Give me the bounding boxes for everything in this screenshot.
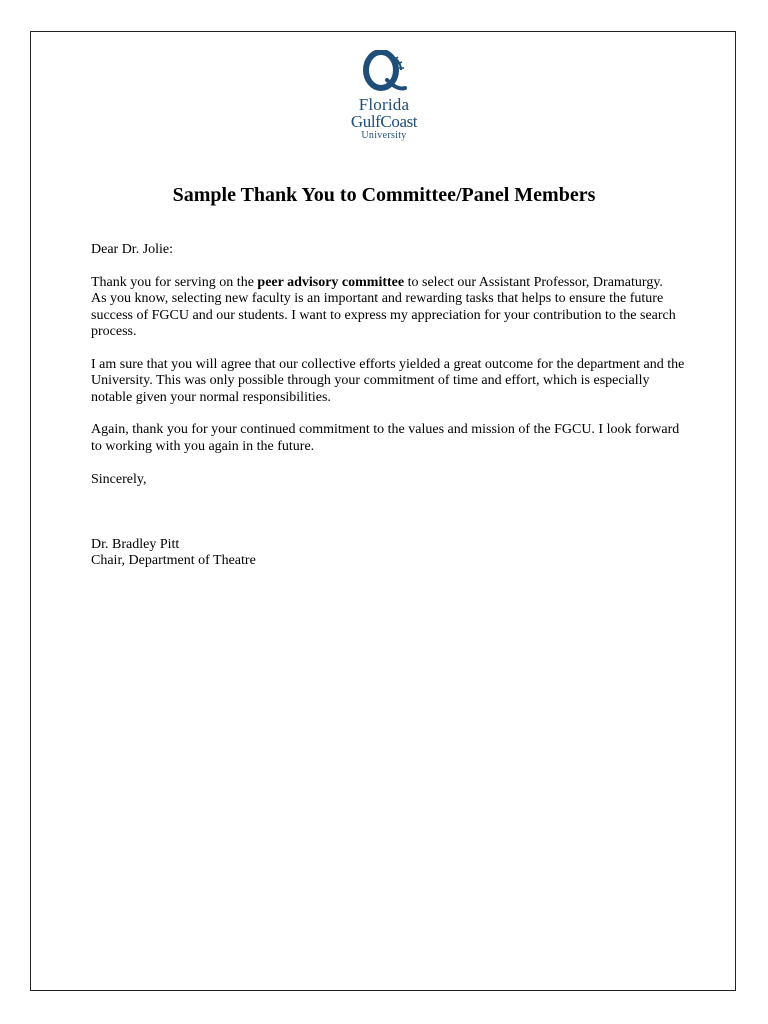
- para1-lead-text: Thank you for serving on the: [91, 274, 258, 290]
- signer-title: Chair, Department of Theatre: [91, 553, 256, 569]
- para1-bold-phrase: peer advisory committee: [257, 274, 405, 290]
- paragraph-2-line-2: University. This was only possible through your commitment of time and effort, which is especially: [91, 373, 650, 389]
- document-title: Sample Thank You to Committee/Panel Members: [172, 184, 596, 206]
- logo-line-gulfcoast: GulfCoast: [350, 112, 418, 131]
- para1-line1-rest: to select our Assistant Professor, Dramaturgy.: [404, 274, 663, 290]
- letter-body: [91, 242, 691, 570]
- document-page: [30, 31, 736, 991]
- paragraph-1: [91, 275, 691, 341]
- paragraph-3: [91, 422, 691, 455]
- salutation: Dear Dr. Jolie:: [91, 242, 174, 257]
- logo-wordmark: [339, 96, 429, 141]
- closing: Sincerely,: [91, 471, 147, 487]
- fgcu-logo: [339, 50, 429, 146]
- paragraph-1-line-1: [91, 275, 691, 291]
- paragraph-2-line-3: notable given your normal responsibilities.: [91, 389, 331, 405]
- logo-line-florida: Florida: [358, 95, 410, 114]
- paragraph-3-line-2: to working with you again in the future.: [91, 438, 315, 454]
- paragraph-2: [91, 357, 691, 406]
- paragraph-1-line-4: process.: [91, 324, 137, 340]
- fgcu-q-emblem-icon: [361, 50, 407, 96]
- logo-line-university: University: [361, 130, 407, 141]
- signer-name: Dr. Bradley Pitt: [91, 537, 180, 553]
- paragraph-3-line-1: Again, thank you for your continued commitment to the values and mission of the FGCU. I look forward: [91, 422, 680, 438]
- paragraph-1-line-2: As you know, selecting new faculty is an important and rewarding tasks that helps to ensure the future: [91, 291, 664, 307]
- paragraph-1-line-3: success of FGCU and our students. I want to express my appreciation for your contribution to the search: [91, 307, 676, 323]
- paragraph-2-line-1: I am sure that you will agree that our collective efforts yielded a great outcome for the department and the: [91, 356, 685, 372]
